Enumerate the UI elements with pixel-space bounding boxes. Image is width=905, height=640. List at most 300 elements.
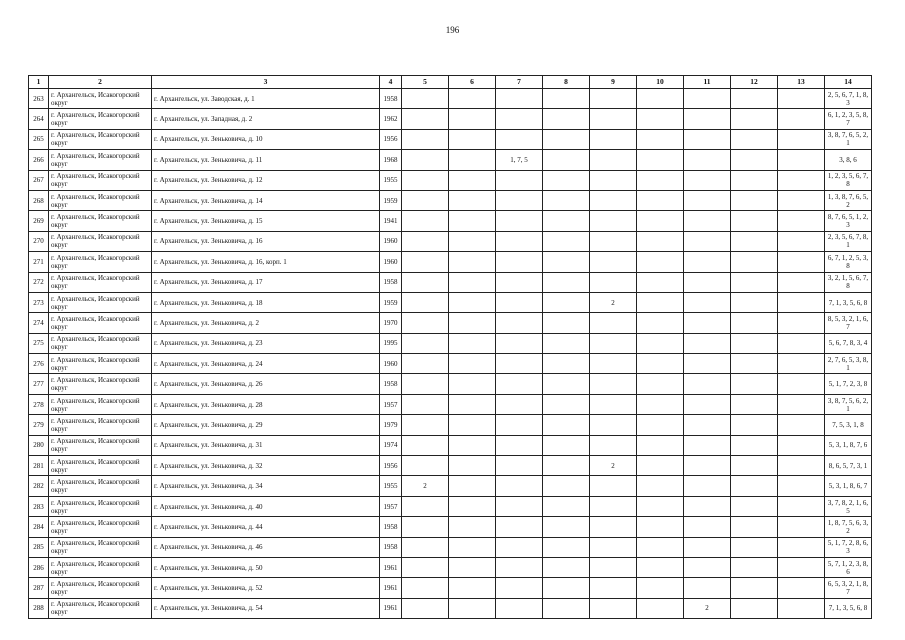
table-cell-col-3: г. Архангельск, ул. Зеньковича, д. 16, корп. 1 bbox=[152, 252, 380, 272]
table-cell-col-1: 270 bbox=[29, 231, 49, 251]
table-cell-col-5 bbox=[402, 109, 449, 129]
table-cell-col-13 bbox=[778, 89, 825, 109]
table-cell-col-14: 3, 8, 7, 6, 5, 2, 1 bbox=[825, 129, 872, 149]
table-cell-col-1: 282 bbox=[29, 476, 49, 496]
table-cell-col-5 bbox=[402, 252, 449, 272]
table-cell-col-4: 1961 bbox=[380, 578, 402, 598]
table-cell-col-8 bbox=[543, 598, 590, 618]
table-cell-col-11 bbox=[684, 496, 731, 516]
table-cell-col-6 bbox=[449, 415, 496, 435]
table-cell-col-3: г. Архангельск, ул. Зеньковича, д. 24 bbox=[152, 354, 380, 374]
table-cell-col-10 bbox=[637, 109, 684, 129]
table-cell-col-3: г. Архангельск, ул. Зеньковича, д. 46 bbox=[152, 537, 380, 557]
table-cell-col-14: 8, 6, 5, 7, 3, 1 bbox=[825, 456, 872, 476]
table-cell-col-14: 7, 1, 3, 5, 6, 8 bbox=[825, 598, 872, 618]
table-cell-col-1: 271 bbox=[29, 252, 49, 272]
table-cell-col-1: 275 bbox=[29, 333, 49, 353]
table-cell-col-8 bbox=[543, 456, 590, 476]
table-cell-col-12 bbox=[731, 333, 778, 353]
table-cell-col-10 bbox=[637, 415, 684, 435]
table-cell-col-7 bbox=[496, 129, 543, 149]
table-row bbox=[29, 252, 872, 272]
table-cell-col-4: 1960 bbox=[380, 231, 402, 251]
table-cell-col-3: г. Архангельск, ул. Зеньковича, д. 10 bbox=[152, 129, 380, 149]
table-cell-col-11 bbox=[684, 190, 731, 210]
table-cell-col-12 bbox=[731, 557, 778, 577]
table-cell-col-9: 2 bbox=[590, 456, 637, 476]
table-cell-col-8 bbox=[543, 557, 590, 577]
table-cell-col-4: 1974 bbox=[380, 435, 402, 455]
table-cell-col-8 bbox=[543, 374, 590, 394]
header-cell: 2 bbox=[49, 76, 152, 89]
table-cell-col-13 bbox=[778, 109, 825, 129]
table-row bbox=[29, 456, 872, 476]
table-row bbox=[29, 598, 872, 618]
table-cell-col-2: г. Архангельск, Исакогорский округ bbox=[49, 456, 152, 476]
table-cell-col-6 bbox=[449, 129, 496, 149]
table-cell-col-3: г. Архангельск, ул. Зеньковича, д. 40 bbox=[152, 496, 380, 516]
table-cell-col-4: 1968 bbox=[380, 150, 402, 170]
table-cell-col-5: 2 bbox=[402, 476, 449, 496]
table-cell-col-7 bbox=[496, 211, 543, 231]
table-cell-col-6 bbox=[449, 557, 496, 577]
table-cell-col-9: 2 bbox=[590, 292, 637, 312]
header-cell: 9 bbox=[590, 76, 637, 89]
table-cell-col-10 bbox=[637, 394, 684, 414]
table-cell-col-3: г. Архангельск, ул. Зеньковича, д. 2 bbox=[152, 313, 380, 333]
table-cell-col-11 bbox=[684, 252, 731, 272]
table-cell-col-1: 276 bbox=[29, 354, 49, 374]
table-row bbox=[29, 496, 872, 516]
header-cell: 6 bbox=[449, 76, 496, 89]
table-cell-col-1: 268 bbox=[29, 190, 49, 210]
table-cell-col-14: 7, 5, 3, 1, 8 bbox=[825, 415, 872, 435]
table-cell-col-6 bbox=[449, 170, 496, 190]
table-cell-col-13 bbox=[778, 598, 825, 618]
table-cell-col-4: 1979 bbox=[380, 415, 402, 435]
table-cell-col-4: 1956 bbox=[380, 129, 402, 149]
table-cell-col-5 bbox=[402, 190, 449, 210]
table-cell-col-14: 6, 7, 1, 2, 5, 3, 8 bbox=[825, 252, 872, 272]
table-cell-col-11 bbox=[684, 89, 731, 109]
table-cell-col-10 bbox=[637, 578, 684, 598]
table-cell-col-7 bbox=[496, 578, 543, 598]
table-cell-col-2: г. Архангельск, Исакогорский округ bbox=[49, 272, 152, 292]
table-cell-col-9 bbox=[590, 537, 637, 557]
header-cell: 3 bbox=[152, 76, 380, 89]
table-cell-col-9 bbox=[590, 190, 637, 210]
table-cell-col-6 bbox=[449, 252, 496, 272]
table-cell-col-2: г. Архангельск, Исакогорский округ bbox=[49, 89, 152, 109]
table-cell-col-12 bbox=[731, 252, 778, 272]
table-cell-col-5 bbox=[402, 89, 449, 109]
table-cell-col-9 bbox=[590, 415, 637, 435]
table-row bbox=[29, 109, 872, 129]
table-row bbox=[29, 415, 872, 435]
table-cell-col-6 bbox=[449, 354, 496, 374]
table-cell-col-7 bbox=[496, 537, 543, 557]
table-cell-col-4: 1941 bbox=[380, 211, 402, 231]
table-cell-col-8 bbox=[543, 109, 590, 129]
header-cell: 7 bbox=[496, 76, 543, 89]
table-cell-col-12 bbox=[731, 517, 778, 537]
table-cell-col-7 bbox=[496, 231, 543, 251]
table-cell-col-14: 5, 7, 1, 2, 3, 8, 6 bbox=[825, 557, 872, 577]
table-cell-col-3: г. Архангельск, ул. Зеньковича, д. 17 bbox=[152, 272, 380, 292]
table-cell-col-7 bbox=[496, 557, 543, 577]
table-cell-col-13 bbox=[778, 190, 825, 210]
table-cell-col-9 bbox=[590, 476, 637, 496]
table-cell-col-10 bbox=[637, 150, 684, 170]
table-cell-col-5 bbox=[402, 272, 449, 292]
table-cell-col-6 bbox=[449, 598, 496, 618]
table-cell-col-4: 1959 bbox=[380, 190, 402, 210]
table-cell-col-6 bbox=[449, 496, 496, 516]
table-cell-col-12 bbox=[731, 354, 778, 374]
table-cell-col-8 bbox=[543, 517, 590, 537]
table-cell-col-12 bbox=[731, 456, 778, 476]
table-cell-col-9 bbox=[590, 150, 637, 170]
table-cell-col-9 bbox=[590, 129, 637, 149]
table-cell-col-6 bbox=[449, 374, 496, 394]
table-cell-col-12 bbox=[731, 170, 778, 190]
table-cell-col-8 bbox=[543, 292, 590, 312]
table-cell-col-3: г. Архангельск, ул. Зеньковича, д. 31 bbox=[152, 435, 380, 455]
table-cell-col-6 bbox=[449, 435, 496, 455]
table-cell-col-2: г. Архангельск, Исакогорский округ bbox=[49, 578, 152, 598]
table-cell-col-6 bbox=[449, 578, 496, 598]
table-cell-col-2: г. Архангельск, Исакогорский округ bbox=[49, 109, 152, 129]
table-cell-col-7 bbox=[496, 476, 543, 496]
table-cell-col-13 bbox=[778, 272, 825, 292]
table-cell-col-5 bbox=[402, 211, 449, 231]
table-cell-col-14: 8, 7, 6, 5, 1, 2, 3 bbox=[825, 211, 872, 231]
table-cell-col-12 bbox=[731, 292, 778, 312]
table-cell-col-3: г. Архангельск, ул. Зеньковича, д. 16 bbox=[152, 231, 380, 251]
table-cell-col-14: 6, 1, 2, 3, 5, 8, 7 bbox=[825, 109, 872, 129]
table-cell-col-9 bbox=[590, 394, 637, 414]
table-cell-col-1: 284 bbox=[29, 517, 49, 537]
table-cell-col-7 bbox=[496, 456, 543, 476]
table-cell-col-9 bbox=[590, 496, 637, 516]
table-cell-col-1: 280 bbox=[29, 435, 49, 455]
table-cell-col-3: г. Архангельск, ул. Заводская, д. 1 bbox=[152, 89, 380, 109]
table-cell-col-6 bbox=[449, 517, 496, 537]
table-cell-col-9 bbox=[590, 333, 637, 353]
table-cell-col-4: 1961 bbox=[380, 598, 402, 618]
table-cell-col-13 bbox=[778, 231, 825, 251]
table-cell-col-4: 1956 bbox=[380, 456, 402, 476]
table-cell-col-6 bbox=[449, 333, 496, 353]
table-cell-col-5 bbox=[402, 354, 449, 374]
table-cell-col-8 bbox=[543, 394, 590, 414]
table-cell-col-12 bbox=[731, 374, 778, 394]
table-cell-col-13 bbox=[778, 150, 825, 170]
table-cell-col-5 bbox=[402, 150, 449, 170]
table-cell-col-3: г. Архангельск, ул. Зеньковича, д. 15 bbox=[152, 211, 380, 231]
table-cell-col-10 bbox=[637, 272, 684, 292]
header-cell: 4 bbox=[380, 76, 402, 89]
table-cell-col-12 bbox=[731, 89, 778, 109]
table-cell-col-9 bbox=[590, 598, 637, 618]
header-cell: 13 bbox=[778, 76, 825, 89]
table-cell-col-8 bbox=[543, 272, 590, 292]
header-cell: 11 bbox=[684, 76, 731, 89]
table-cell-col-4: 1962 bbox=[380, 109, 402, 129]
table-cell-col-14: 3, 8, 7, 5, 6, 2, 1 bbox=[825, 394, 872, 414]
table-cell-col-6 bbox=[449, 190, 496, 210]
table-row bbox=[29, 190, 872, 210]
table-row bbox=[29, 150, 872, 170]
table-cell-col-4: 1960 bbox=[380, 252, 402, 272]
table-cell-col-11 bbox=[684, 333, 731, 353]
table-cell-col-1: 288 bbox=[29, 598, 49, 618]
table-cell-col-6 bbox=[449, 292, 496, 312]
table-cell-col-12 bbox=[731, 476, 778, 496]
table-cell-col-8 bbox=[543, 415, 590, 435]
table-cell-col-11 bbox=[684, 211, 731, 231]
table-row bbox=[29, 354, 872, 374]
table-cell-col-11: 2 bbox=[684, 598, 731, 618]
table-cell-col-8 bbox=[543, 89, 590, 109]
table-cell-col-1: 265 bbox=[29, 129, 49, 149]
table-cell-col-2: г. Архангельск, Исакогорский округ bbox=[49, 170, 152, 190]
table-cell-col-8 bbox=[543, 129, 590, 149]
table-cell-col-2: г. Архангельск, Исакогорский округ bbox=[49, 313, 152, 333]
table-cell-col-11 bbox=[684, 292, 731, 312]
table-cell-col-4: 1955 bbox=[380, 476, 402, 496]
table-cell-col-1: 266 bbox=[29, 150, 49, 170]
table-cell-col-7 bbox=[496, 598, 543, 618]
table-cell-col-12 bbox=[731, 109, 778, 129]
table-cell-col-5 bbox=[402, 517, 449, 537]
table-cell-col-8 bbox=[543, 313, 590, 333]
table-cell-col-7 bbox=[496, 517, 543, 537]
table-cell-col-6 bbox=[449, 272, 496, 292]
table-cell-col-2: г. Архангельск, Исакогорский округ bbox=[49, 231, 152, 251]
table-cell-col-4: 1958 bbox=[380, 374, 402, 394]
table-cell-col-12 bbox=[731, 231, 778, 251]
table-cell-col-6 bbox=[449, 394, 496, 414]
table-cell-col-9 bbox=[590, 272, 637, 292]
table-cell-col-10 bbox=[637, 89, 684, 109]
table-cell-col-7 bbox=[496, 354, 543, 374]
table-cell-col-1: 272 bbox=[29, 272, 49, 292]
table-cell-col-3: г. Архангельск, ул. Зеньковича, д. 52 bbox=[152, 578, 380, 598]
table-cell-col-4: 1961 bbox=[380, 557, 402, 577]
table-row bbox=[29, 272, 872, 292]
table-cell-col-8 bbox=[543, 496, 590, 516]
table-cell-col-11 bbox=[684, 109, 731, 129]
table-cell-col-2: г. Архангельск, Исакогорский округ bbox=[49, 537, 152, 557]
table-cell-col-9 bbox=[590, 578, 637, 598]
table-cell-col-2: г. Архангельск, Исакогорский округ bbox=[49, 435, 152, 455]
table-cell-col-10 bbox=[637, 231, 684, 251]
table-cell-col-3: г. Архангельск, ул. Зеньковича, д. 18 bbox=[152, 292, 380, 312]
table-cell-col-13 bbox=[778, 415, 825, 435]
table-cell-col-13 bbox=[778, 496, 825, 516]
table-cell-col-3: г. Архангельск, ул. Зеньковича, д. 54 bbox=[152, 598, 380, 618]
table-cell-col-5 bbox=[402, 292, 449, 312]
table-cell-col-7 bbox=[496, 170, 543, 190]
table-cell-col-11 bbox=[684, 170, 731, 190]
table-cell-col-2: г. Архангельск, Исакогорский округ bbox=[49, 517, 152, 537]
table-cell-col-7 bbox=[496, 333, 543, 353]
table-cell-col-10 bbox=[637, 435, 684, 455]
table-cell-col-8 bbox=[543, 170, 590, 190]
table-cell-col-10 bbox=[637, 170, 684, 190]
table-cell-col-3: г. Архангельск, ул. Зеньковича, д. 28 bbox=[152, 394, 380, 414]
header-cell: 12 bbox=[731, 76, 778, 89]
table-cell-col-11 bbox=[684, 354, 731, 374]
table-cell-col-7 bbox=[496, 190, 543, 210]
table-cell-col-13 bbox=[778, 537, 825, 557]
table-cell-col-13 bbox=[778, 476, 825, 496]
table-cell-col-5 bbox=[402, 435, 449, 455]
table-cell-col-2: г. Архангельск, Исакогорский округ bbox=[49, 496, 152, 516]
table-cell-col-3: г. Архангельск, ул. Зеньковича, д. 14 bbox=[152, 190, 380, 210]
table-row bbox=[29, 476, 872, 496]
table-cell-col-6 bbox=[449, 211, 496, 231]
table-cell-col-12 bbox=[731, 415, 778, 435]
table-cell-col-10 bbox=[637, 557, 684, 577]
table-cell-col-11 bbox=[684, 456, 731, 476]
table-cell-col-14: 2, 7, 6, 5, 3, 8, 1 bbox=[825, 354, 872, 374]
table-cell-col-2: г. Архангельск, Исакогорский округ bbox=[49, 394, 152, 414]
table-cell-col-3: г. Архангельск, ул. Зеньковича, д. 26 bbox=[152, 374, 380, 394]
table-cell-col-11 bbox=[684, 129, 731, 149]
housing-table bbox=[28, 75, 872, 619]
table-cell-col-3: г. Архангельск, ул. Зеньковича, д. 29 bbox=[152, 415, 380, 435]
table-cell-col-2: г. Архангельск, Исакогорский округ bbox=[49, 292, 152, 312]
table-cell-col-12 bbox=[731, 394, 778, 414]
table-cell-col-13 bbox=[778, 333, 825, 353]
table-cell-col-4: 1958 bbox=[380, 89, 402, 109]
table-cell-col-2: г. Архангельск, Исакогорский округ bbox=[49, 333, 152, 353]
table-cell-col-9 bbox=[590, 374, 637, 394]
table-cell-col-8 bbox=[543, 252, 590, 272]
table-cell-col-2: г. Архангельск, Исакогорский округ bbox=[49, 374, 152, 394]
table-cell-col-8 bbox=[543, 231, 590, 251]
table-cell-col-10 bbox=[637, 190, 684, 210]
table-cell-col-7 bbox=[496, 374, 543, 394]
table-cell-col-4: 1958 bbox=[380, 517, 402, 537]
table-cell-col-1: 274 bbox=[29, 313, 49, 333]
table-cell-col-5 bbox=[402, 415, 449, 435]
table-cell-col-12 bbox=[731, 598, 778, 618]
table-cell-col-6 bbox=[449, 231, 496, 251]
table-cell-col-7 bbox=[496, 292, 543, 312]
table-cell-col-7 bbox=[496, 435, 543, 455]
table-cell-col-8 bbox=[543, 190, 590, 210]
table-cell-col-9 bbox=[590, 354, 637, 374]
table-cell-col-11 bbox=[684, 578, 731, 598]
table-cell-col-4: 1955 bbox=[380, 170, 402, 190]
table-cell-col-10 bbox=[637, 456, 684, 476]
table-cell-col-2: г. Архангельск, Исакогорский округ bbox=[49, 415, 152, 435]
table-cell-col-11 bbox=[684, 517, 731, 537]
table-cell-col-5 bbox=[402, 313, 449, 333]
table-cell-col-9 bbox=[590, 557, 637, 577]
page-number: 196 bbox=[445, 25, 460, 35]
table-cell-col-4: 1958 bbox=[380, 272, 402, 292]
table-cell-col-13 bbox=[778, 129, 825, 149]
table-cell-col-14: 8, 5, 3, 2, 1, 6, 7 bbox=[825, 313, 872, 333]
table-cell-col-13 bbox=[778, 456, 825, 476]
table-cell-col-3: г. Архангельск, ул. Зеньковича, д. 44 bbox=[152, 517, 380, 537]
table-cell-col-10 bbox=[637, 374, 684, 394]
table-cell-col-3: г. Архангельск, ул. Западная, д. 2 bbox=[152, 109, 380, 129]
table-cell-col-12 bbox=[731, 129, 778, 149]
table-cell-col-11 bbox=[684, 435, 731, 455]
table-cell-col-9 bbox=[590, 435, 637, 455]
table-row bbox=[29, 394, 872, 414]
table-cell-col-12 bbox=[731, 272, 778, 292]
table-cell-col-2: г. Архангельск, Исакогорский округ bbox=[49, 557, 152, 577]
table-cell-col-13 bbox=[778, 211, 825, 231]
table-cell-col-7 bbox=[496, 272, 543, 292]
table-row bbox=[29, 292, 872, 312]
table-cell-col-14: 3, 7, 8, 2, 1, 6, 5 bbox=[825, 496, 872, 516]
table-cell-col-11 bbox=[684, 374, 731, 394]
table-cell-col-11 bbox=[684, 476, 731, 496]
table-cell-col-4: 1995 bbox=[380, 333, 402, 353]
table-cell-col-9 bbox=[590, 231, 637, 251]
table-cell-col-13 bbox=[778, 252, 825, 272]
table-cell-col-14: 5, 3, 1, 8, 6, 7 bbox=[825, 476, 872, 496]
header-cell: 1 bbox=[29, 76, 49, 89]
header-cell: 5 bbox=[402, 76, 449, 89]
table-row bbox=[29, 374, 872, 394]
table-row bbox=[29, 231, 872, 251]
table-cell-col-10 bbox=[637, 476, 684, 496]
table-cell-col-10 bbox=[637, 598, 684, 618]
table-cell-col-14: 2, 5, 6, 7, 1, 8, 3 bbox=[825, 89, 872, 109]
table-cell-col-13 bbox=[778, 557, 825, 577]
table-cell-col-3: г. Архангельск, ул. Зеньковича, д. 11 bbox=[152, 150, 380, 170]
table-cell-col-3: г. Архангельск, ул. Зеньковича, д. 34 bbox=[152, 476, 380, 496]
table-cell-col-1: 286 bbox=[29, 557, 49, 577]
table-cell-col-2: г. Архангельск, Исакогорский округ bbox=[49, 211, 152, 231]
table-row bbox=[29, 578, 872, 598]
header-cell: 14 bbox=[825, 76, 872, 89]
table-cell-col-3: г. Архангельск, ул. Зеньковича, д. 50 bbox=[152, 557, 380, 577]
table-cell-col-12 bbox=[731, 537, 778, 557]
table-cell-col-11 bbox=[684, 537, 731, 557]
table-cell-col-6 bbox=[449, 456, 496, 476]
table-cell-col-6 bbox=[449, 537, 496, 557]
table-cell-col-8 bbox=[543, 354, 590, 374]
table-cell-col-10 bbox=[637, 292, 684, 312]
table-cell-col-2: г. Архангельск, Исакогорский округ bbox=[49, 598, 152, 618]
table-cell-col-14: 1, 8, 7, 5, 6, 3, 2 bbox=[825, 517, 872, 537]
table-cell-col-8 bbox=[543, 476, 590, 496]
table-row bbox=[29, 517, 872, 537]
table-cell-col-9 bbox=[590, 109, 637, 129]
table-row bbox=[29, 170, 872, 190]
table-cell-col-14: 5, 3, 1, 8, 7, 6 bbox=[825, 435, 872, 455]
table-cell-col-14: 1, 2, 3, 5, 6, 7, 8 bbox=[825, 170, 872, 190]
table-cell-col-12 bbox=[731, 211, 778, 231]
table-cell-col-2: г. Архангельск, Исакогорский округ bbox=[49, 129, 152, 149]
table-cell-col-9 bbox=[590, 517, 637, 537]
table-cell-col-11 bbox=[684, 394, 731, 414]
table-cell-col-5 bbox=[402, 170, 449, 190]
table-cell-col-4: 1958 bbox=[380, 537, 402, 557]
table-cell-col-5 bbox=[402, 557, 449, 577]
table-cell-col-7 bbox=[496, 109, 543, 129]
table-cell-col-8 bbox=[543, 435, 590, 455]
